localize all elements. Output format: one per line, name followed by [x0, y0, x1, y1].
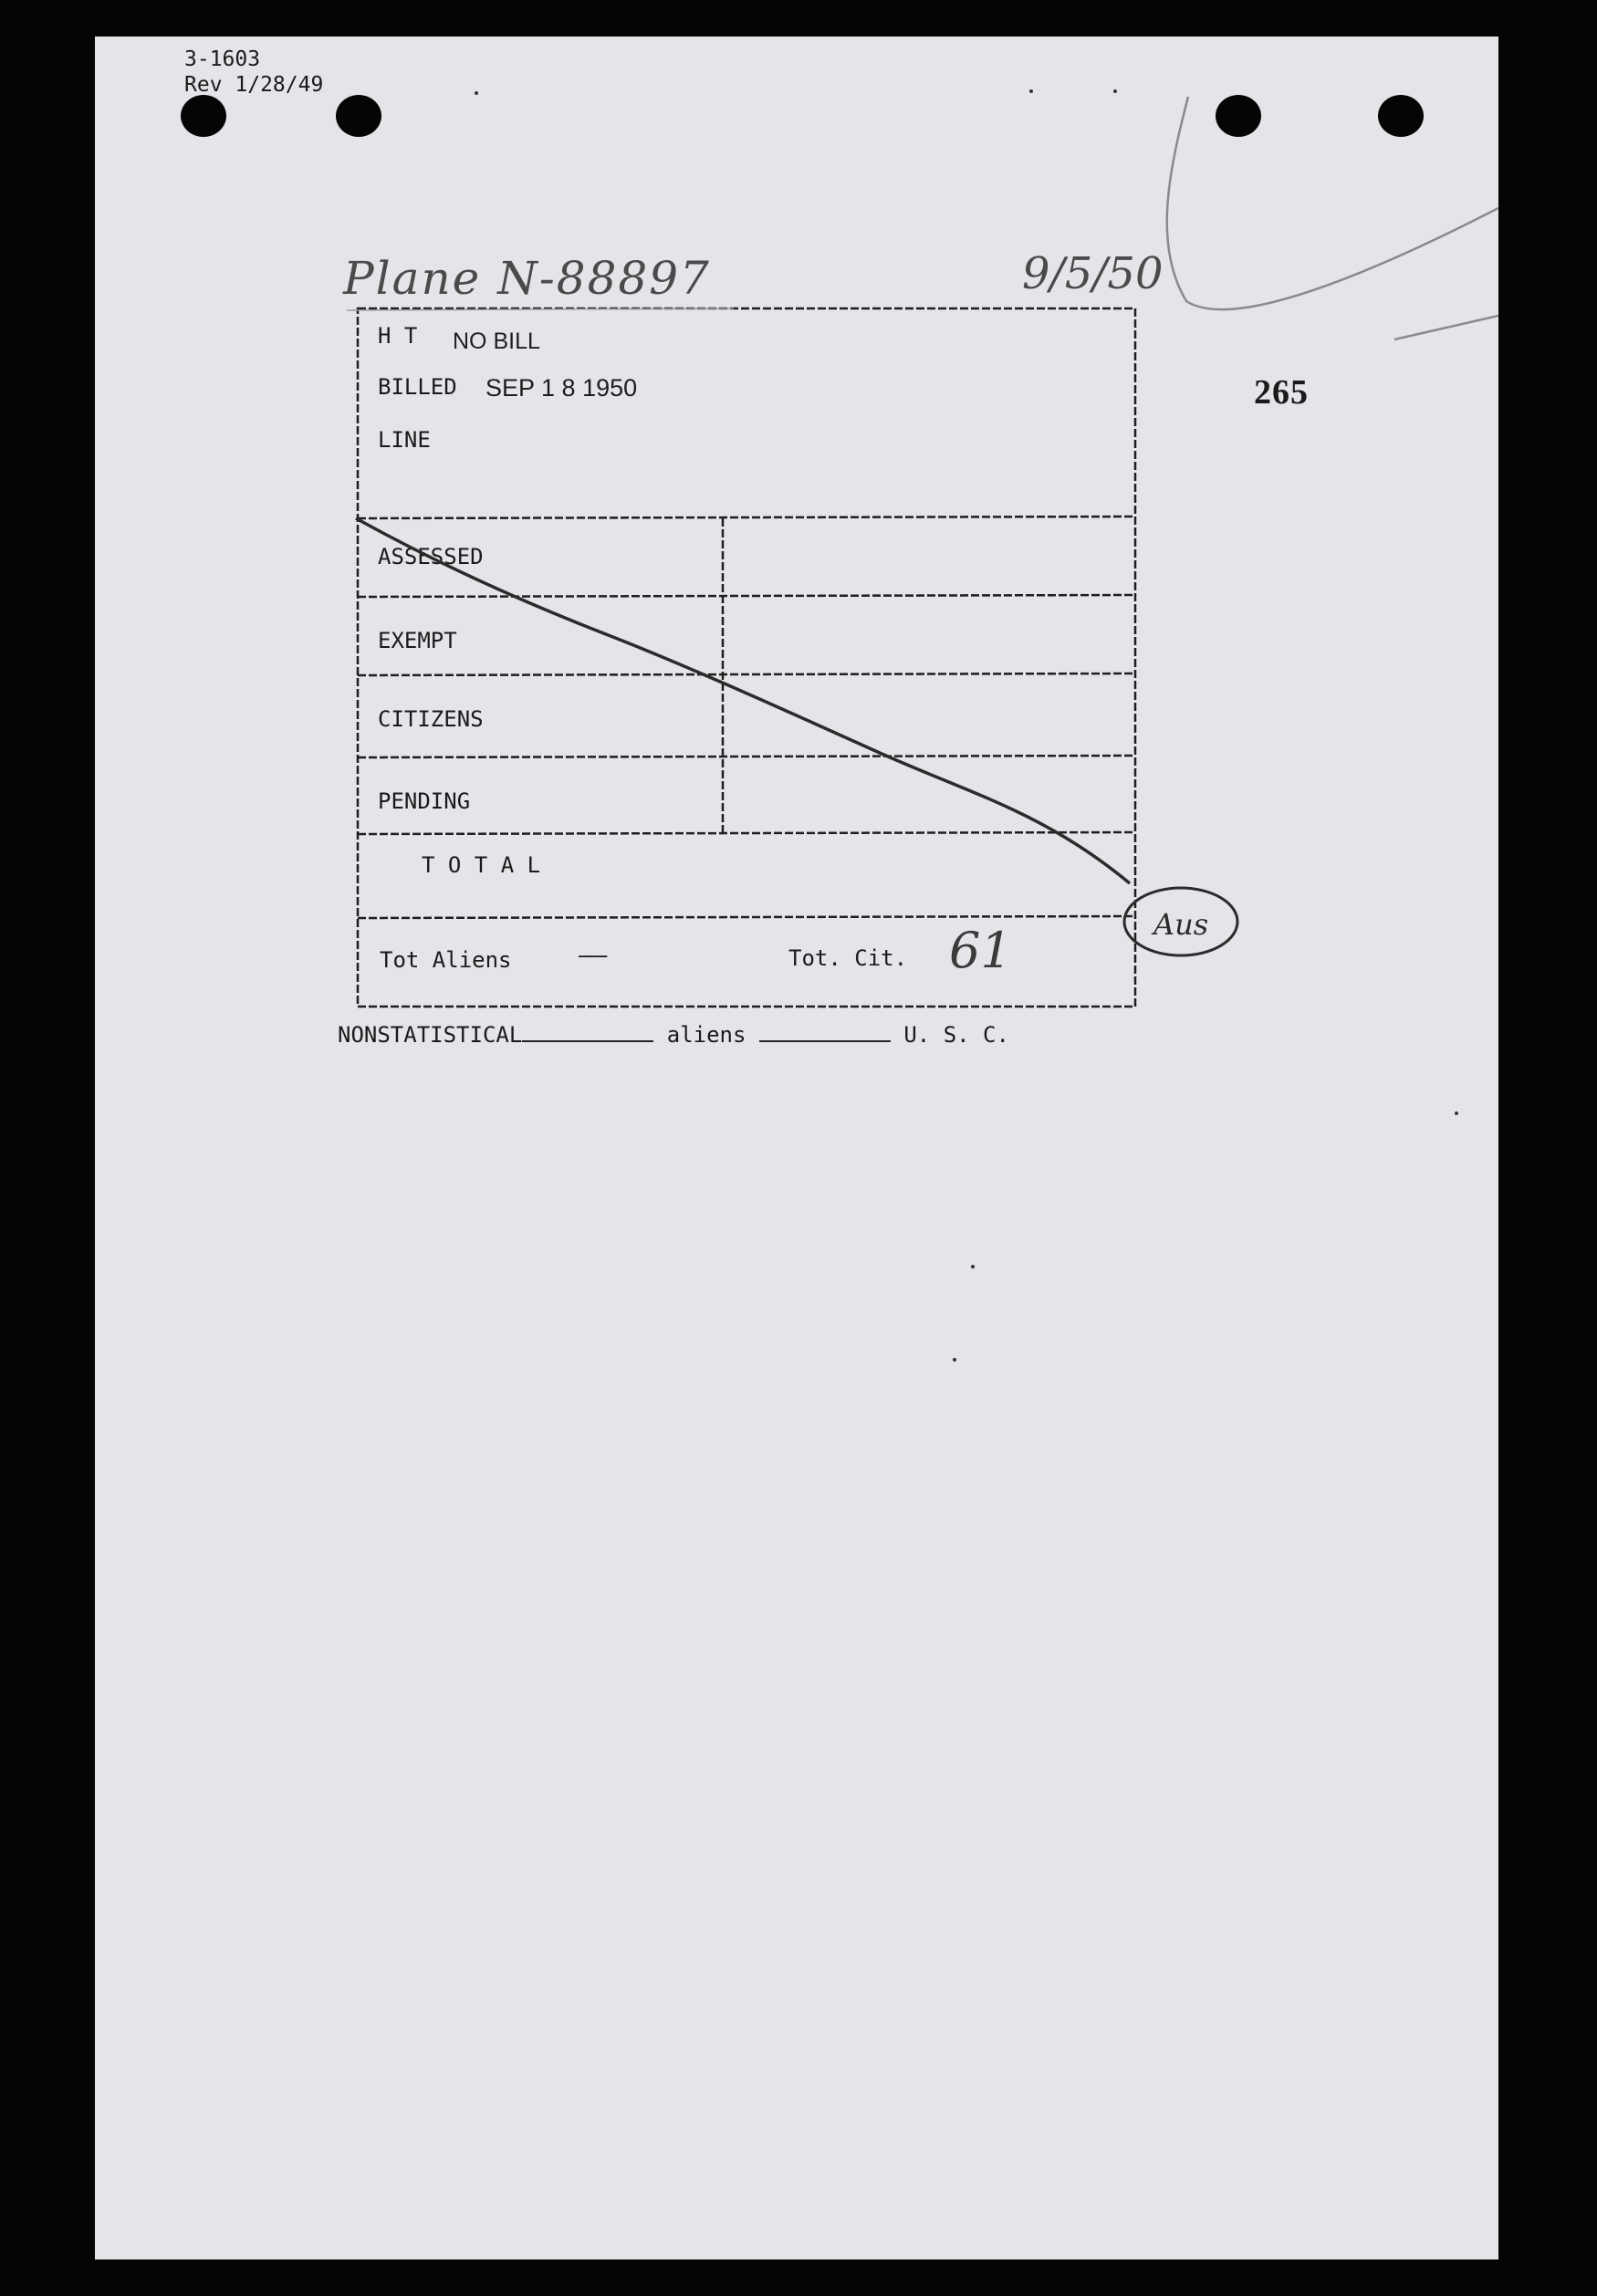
no-bill-stamp: NO BILL: [453, 329, 540, 354]
assessed-label: ASSESSED: [378, 544, 484, 569]
pending-label: PENDING: [378, 788, 471, 814]
handwritten-plane-number: Plane N-88897: [343, 252, 711, 305]
form-line-art: [95, 37, 1498, 2259]
tot-aliens-label: Tot Aliens: [380, 947, 512, 973]
aliens-label: aliens: [666, 1022, 746, 1048]
total-label: T O T A L: [422, 852, 541, 878]
total-divider: [358, 916, 1135, 918]
row-divider: [358, 673, 1135, 675]
usc-label: U. S. C.: [903, 1022, 1009, 1048]
header-divider: [358, 517, 1135, 518]
exempt-label: EXEMPT: [378, 628, 457, 653]
handwritten-tot-cit-value: 61: [949, 922, 1012, 979]
line-label: LINE: [378, 427, 431, 453]
row-divider: [358, 756, 1135, 757]
billed-label: BILLED: [378, 374, 457, 400]
form-revision: Rev 1/28/49: [184, 73, 324, 97]
form-id: 3-1603: [184, 47, 261, 71]
document-page: [95, 37, 1498, 2259]
tot-cit-label: Tot. Cit.: [788, 945, 908, 971]
billed-date-stamp: SEP 1 8 1950: [485, 374, 638, 402]
citizens-label: CITIZENS: [378, 706, 484, 732]
pencil-stroke: [1167, 97, 1498, 309]
table-border: [358, 308, 1135, 1007]
cancellation-line: [356, 518, 1130, 883]
pencil-stroke: [1394, 316, 1498, 339]
handwritten-initials: Aus: [1153, 907, 1209, 942]
ht-label: H T: [378, 323, 418, 349]
row-divider: [358, 595, 1135, 597]
page-number: 265: [1254, 373, 1309, 412]
nonstatistical-label: NONSTATISTICAL: [338, 1022, 523, 1048]
row-divider: [358, 832, 1135, 834]
tot-aliens-value: ——: [579, 942, 608, 969]
handwritten-date: 9/5/50: [1022, 248, 1164, 299]
